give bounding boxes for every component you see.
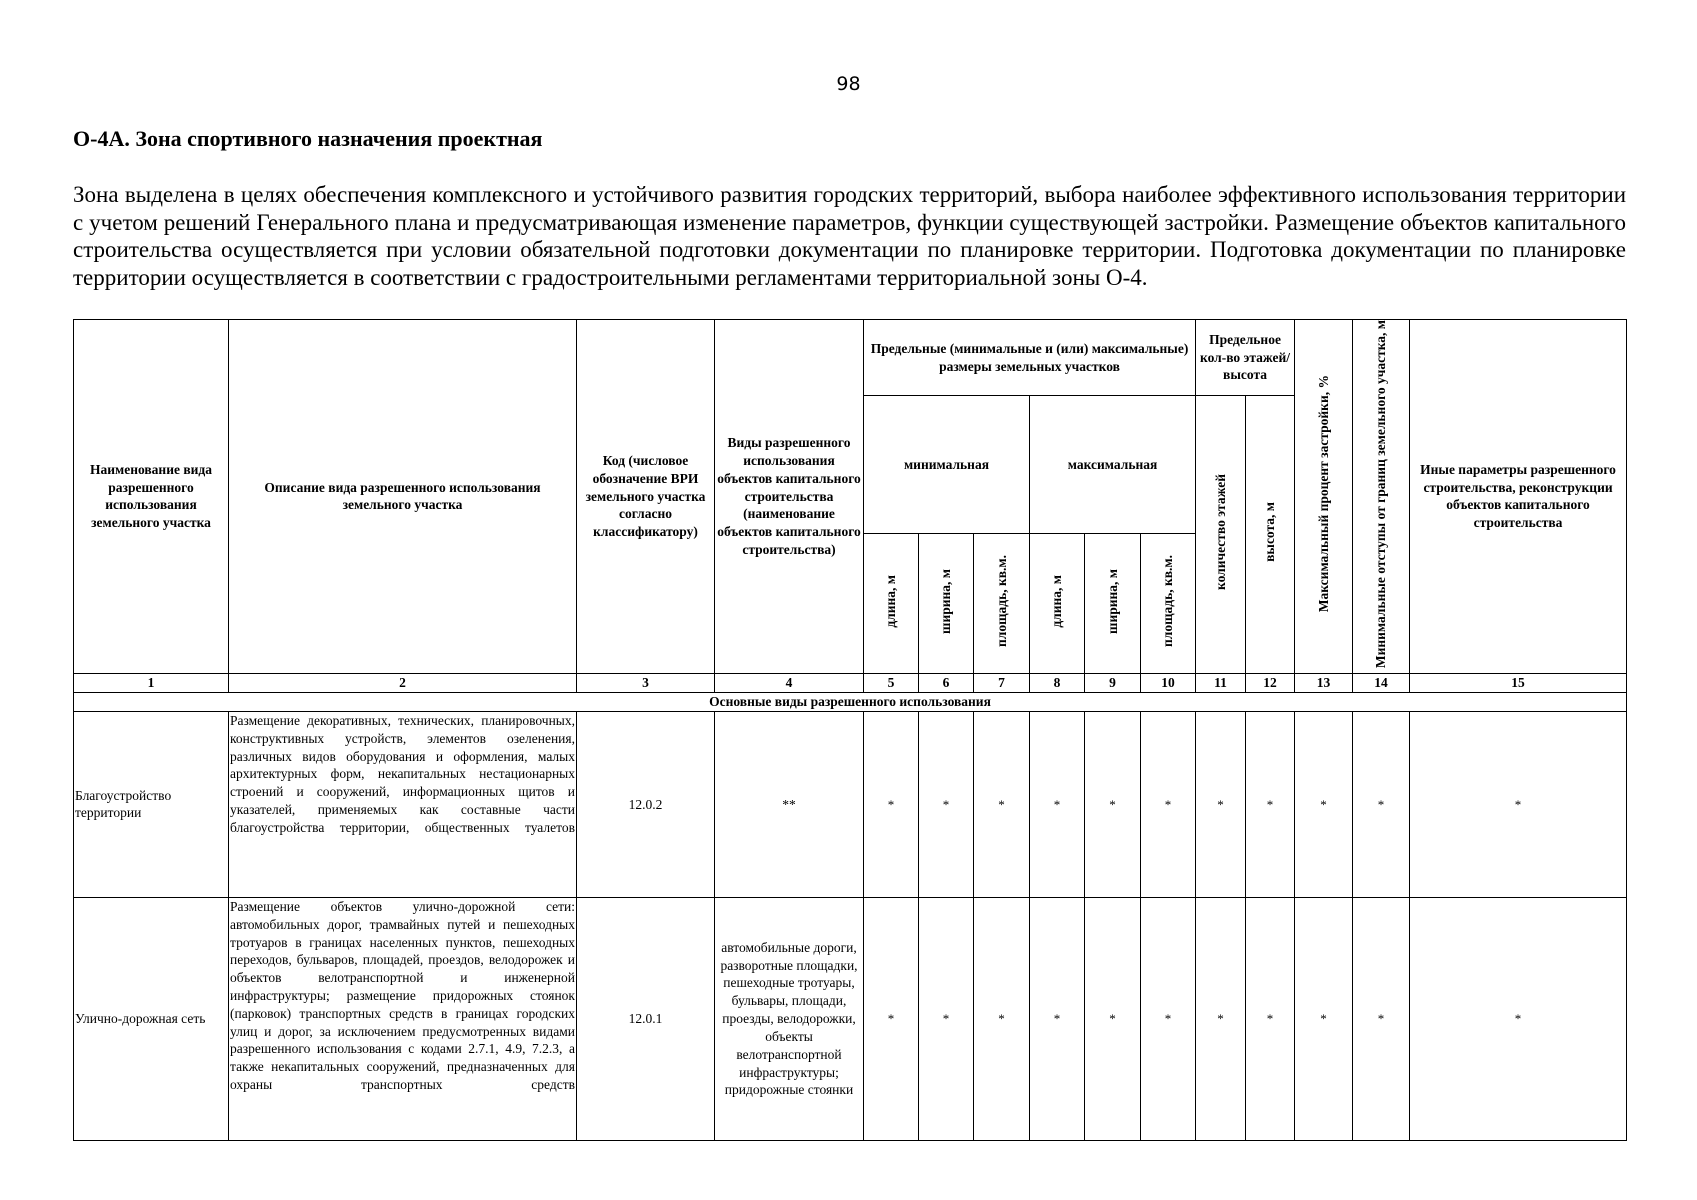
param-cell: * [1353,897,1410,1140]
header-use-name: Наименование вида разрешенного использования земельного участка [74,320,229,674]
header-max-length-text: длина, м [1049,574,1065,628]
param-cell: * [1410,897,1627,1140]
param-cell: * [864,711,919,897]
param-cell: * [1410,711,1627,897]
header-min-area [974,533,1030,673]
header-min-setbacks [1353,320,1410,674]
header-min-setbacks-text: Минимальные отступы от границ земельного участка, м [1373,320,1389,669]
param-cell: * [919,711,974,897]
code-cell: 12.0.2 [577,711,715,897]
header-floors [1196,396,1246,674]
param-cell: * [1141,897,1196,1140]
header-other-params: Иные параметры разрешенного строительства, реконструкции объектов капитального строительства [1410,320,1627,674]
use-description-cell: Размещение декоративных, технических, планировочных, конструктивных устройств, элементов озеленения, различных видов оборудования и оформления, малых архитектурных форм, некапитальных нестационарных строений и сооружений, информационных щитов и указателей, применяемых как составные части благоустройства территории, общественных туалетов [229,711,577,897]
table-row [74,711,1627,897]
header-max-area-text: площадь, кв.м. [1160,555,1176,648]
header-use-description: Описание вида разрешенного использования земельного участка [229,320,577,674]
column-number: 10 [1141,673,1196,692]
header-height [1246,396,1295,674]
header-floors-height: Предельное кол-во этажей/ высота [1196,320,1295,396]
code-cell: 12.0.1 [577,897,715,1140]
param-cell: * [974,711,1030,897]
header-min-width [919,533,974,673]
header-max-coverage [1295,320,1353,674]
column-number: 6 [919,673,974,692]
use-name-cell: Улично-дорожная сеть [74,897,229,1140]
header-min-length-text: длина, м [883,574,899,628]
param-cell: * [1295,711,1353,897]
header-max-coverage-text: Максимальный процент застройки, % [1315,375,1331,613]
column-number: 11 [1196,673,1246,692]
header-maximum: максимальная [1030,396,1196,534]
building-types-cell: автомобильные дороги, разворотные площадки, пешеходные тротуары, бульвары, площади, проезды, велодорожки, объекты велотранспортной инфраструктуры; придорожные стоянки [715,897,864,1140]
section-heading: Основные виды разрешенного использования [74,692,1627,711]
table-row [74,897,1627,1140]
column-number: 12 [1246,673,1295,692]
column-number: 4 [715,673,864,692]
header-max-area [1141,533,1196,673]
column-number: 9 [1085,673,1141,692]
header-floors-text: количество этажей [1212,474,1228,591]
header-max-width-text: ширина, м [1104,568,1120,634]
column-number: 2 [229,673,577,692]
column-number: 7 [974,673,1030,692]
header-min-area-text: площадь, кв.м. [993,555,1009,648]
column-number: 13 [1295,673,1353,692]
param-cell: * [1196,897,1246,1140]
param-cell: * [919,897,974,1140]
header-plot-limits: Предельные (минимальные и (или) максимальные) размеры земельных участков [864,320,1196,396]
param-cell: * [1141,711,1196,897]
header-minimum: минимальная [864,396,1030,534]
header-max-length [1030,533,1085,673]
param-cell: * [1085,897,1141,1140]
param-cell: * [1246,897,1295,1140]
building-types-cell: ** [715,711,864,897]
column-number: 14 [1353,673,1410,692]
zone-description: Зона выделена в целях обеспечения комплексного и устойчивого развития городских территорий, выбора наиболее эффективного использования территории с учетом решений Генерального плана и предусматривающая изменение параметров, функции существующей застройки. Размещение объектов капитального строительства осуществляется при условии обязательной подготовки документации по планировке территории. Подготовка документации по планировке территории осуществляется в соответствии с градостроительными регламентами территориальной зоны О-4. [73,182,1626,290]
param-cell: * [1196,711,1246,897]
header-building-types: Виды разрешенного использования объектов капитального строительства (наименование объектов капитального строительства) [715,320,864,674]
param-cell: * [1030,711,1085,897]
land-use-regulations-table [73,319,1627,1141]
header-height-text: высота, м [1262,502,1278,563]
param-cell: * [974,897,1030,1140]
page-number: 98 [836,73,861,95]
page-title: О-4А. Зона спортивного назначения проектная [73,126,543,151]
column-number: 1 [74,673,229,692]
header-code: Код (числовое обозначение ВРИ земельного участка согласно классификатору) [577,320,715,674]
param-cell: * [1030,897,1085,1140]
header-min-length [864,533,919,673]
header-min-width-text: ширина, м [938,568,954,634]
column-number: 5 [864,673,919,692]
column-number-row [74,673,1627,692]
param-cell: * [1353,711,1410,897]
header-max-width [1085,533,1141,673]
param-cell: * [1085,711,1141,897]
column-number: 15 [1410,673,1627,692]
param-cell: * [1246,711,1295,897]
param-cell: * [864,897,919,1140]
param-cell: * [1295,897,1353,1140]
use-name-cell: Благоустройство территории [74,711,229,897]
column-number: 3 [577,673,715,692]
column-number: 8 [1030,673,1085,692]
use-description-cell: Размещение объектов улично-дорожной сети: автомобильных дорог, трамвайных путей и пешеходных тротуаров в границах населенных пунктов, пешеходных переходов, бульваров, площадей, проездов, велодорожек и объектов велотранспортной и инженерной инфраструктуры; размещение придорожных стоянок (парковок) транспортных средств в границах городских улиц и дорог, за исключением предусмотренных видами разрешенного использования с кодами 2.7.1, 4.9, 7.2.3, а также некапитальных сооружений, предназначенных для охраны транспортных средств [229,897,577,1140]
